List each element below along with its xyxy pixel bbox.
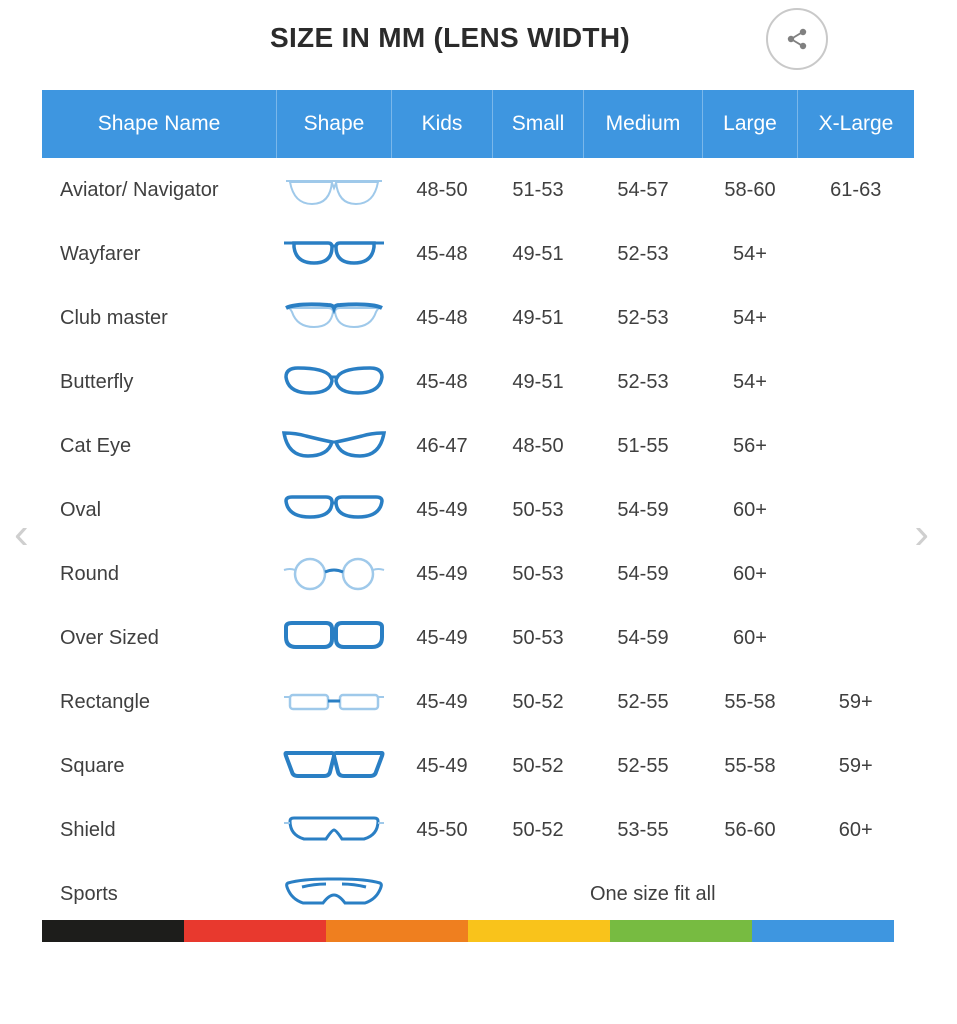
- row-large: 56+: [733, 434, 767, 457]
- row-kids: 45-49: [416, 562, 468, 585]
- table-header: [42, 90, 914, 158]
- table-row: [42, 222, 914, 286]
- table-row: [42, 862, 914, 926]
- row-kids: 45-48: [416, 306, 468, 329]
- share-button[interactable]: [766, 8, 828, 70]
- row-medium: 52-55: [617, 690, 669, 713]
- row-large: 55-58: [724, 690, 776, 713]
- row-kids: 45-48: [416, 242, 468, 265]
- row-large: 60+: [733, 498, 767, 521]
- oversized-glasses-icon: [277, 606, 392, 670]
- row-kids: 45-50: [416, 818, 468, 841]
- row-xlarge: 59+: [838, 690, 873, 713]
- row-shape-name: Cat Eye: [60, 434, 132, 457]
- oval-glasses-icon: [277, 478, 392, 542]
- row-large: 60+: [733, 562, 767, 585]
- row-large: 58-60: [724, 178, 776, 201]
- row-medium: 52-53: [617, 306, 669, 329]
- size-table: [42, 90, 914, 926]
- row-kids: 46-47: [416, 434, 468, 457]
- row-small: 50-53: [512, 562, 564, 585]
- clubmaster-glasses-icon: [277, 286, 392, 350]
- round-glasses-icon: [277, 542, 392, 606]
- row-medium: 52-55: [617, 754, 669, 777]
- row-small: 50-53: [512, 498, 564, 521]
- row-xlarge: [798, 350, 915, 414]
- row-large: 54+: [733, 242, 767, 265]
- row-kids: 45-49: [416, 690, 468, 713]
- row-xlarge: [798, 286, 915, 350]
- table-header-row: [42, 90, 914, 158]
- row-shape-name: Shield: [60, 818, 116, 841]
- share-icon: [784, 26, 810, 52]
- header-large: Large: [703, 90, 798, 158]
- header-medium: Medium: [584, 90, 703, 158]
- row-xlarge: 60+: [838, 818, 873, 841]
- row-medium: 54-57: [617, 178, 669, 201]
- row-small: 50-52: [512, 818, 564, 841]
- wayfarer-glasses-icon: [277, 222, 392, 286]
- sports-glasses-icon: [277, 862, 392, 926]
- color-bar: [42, 920, 894, 942]
- row-shape-name: Club master: [60, 306, 168, 329]
- row-medium: 51-55: [617, 434, 669, 457]
- row-shape-name: Oval: [60, 498, 102, 521]
- row-xlarge: [798, 542, 915, 606]
- row-medium: 52-53: [617, 242, 669, 265]
- butterfly-glasses-icon: [277, 350, 392, 414]
- row-medium: 54-59: [617, 626, 669, 649]
- row-xlarge: [798, 222, 915, 286]
- row-small: 50-52: [512, 690, 564, 713]
- row-shape-name: Rectangle: [60, 690, 151, 713]
- table-row: [42, 606, 914, 670]
- row-shape-name: Round: [60, 562, 119, 585]
- table-row: [42, 734, 914, 798]
- header-shape: Shape: [277, 90, 392, 158]
- row-kids: 45-49: [416, 498, 468, 521]
- row-xlarge: 59+: [838, 754, 873, 777]
- next-arrow[interactable]: ›: [914, 509, 929, 558]
- color-swatch-blue: [752, 920, 894, 942]
- row-shape-name: Sports: [60, 882, 118, 905]
- row-medium: 54-59: [617, 562, 669, 585]
- row-shape-name: Wayfarer: [60, 242, 141, 265]
- row-kids: 45-49: [416, 754, 468, 777]
- table-body: [42, 158, 914, 926]
- row-kids: 45-48: [416, 370, 468, 393]
- row-shape-name: Aviator/ Navigator: [60, 178, 219, 201]
- table-row: [42, 350, 914, 414]
- one-size-text: One size fit all: [589, 882, 716, 905]
- row-xlarge: [798, 478, 915, 542]
- header-xlarge: X-Large: [798, 90, 915, 158]
- row-medium: 54-59: [617, 498, 669, 521]
- table-row: [42, 286, 914, 350]
- table-row: [42, 478, 914, 542]
- row-shape-name: Butterfly: [60, 370, 134, 393]
- row-small: 49-51: [512, 306, 564, 329]
- previous-arrow[interactable]: ‹: [14, 509, 29, 558]
- row-small: 50-53: [512, 626, 564, 649]
- header-small: Small: [493, 90, 584, 158]
- color-swatch-black: [42, 920, 184, 942]
- row-large: 60+: [733, 626, 767, 649]
- color-swatch-green: [610, 920, 752, 942]
- table-row: [42, 670, 914, 734]
- row-medium: 53-55: [617, 818, 669, 841]
- row-large: 54+: [733, 306, 767, 329]
- row-large: 55-58: [724, 754, 776, 777]
- rectangle-glasses-icon: [277, 670, 392, 734]
- row-large: 56-60: [724, 818, 776, 841]
- row-xlarge: [798, 414, 915, 478]
- cateye-glasses-icon: [277, 414, 392, 478]
- row-xlarge: [798, 606, 915, 670]
- row-medium: 52-53: [617, 370, 669, 393]
- table-row: [42, 542, 914, 606]
- header-shape-name: Shape Name: [42, 90, 277, 158]
- row-small: 51-53: [512, 178, 564, 201]
- row-small: 50-52: [512, 754, 564, 777]
- row-small: 49-51: [512, 242, 564, 265]
- table-row: [42, 798, 914, 862]
- color-swatch-red: [184, 920, 326, 942]
- row-shape-name: Square: [60, 754, 125, 777]
- row-large: 54+: [733, 370, 767, 393]
- row-kids: 48-50: [416, 178, 468, 201]
- row-small: 49-51: [512, 370, 564, 393]
- header-kids: Kids: [392, 90, 493, 158]
- shield-glasses-icon: [277, 798, 392, 862]
- row-xlarge: 61-63: [830, 178, 882, 201]
- table-row: [42, 414, 914, 478]
- aviator-glasses-icon: [277, 158, 392, 222]
- table-row: [42, 158, 914, 222]
- row-kids: 45-49: [416, 626, 468, 649]
- color-swatch-orange: [326, 920, 468, 942]
- square-glasses-icon: [277, 734, 392, 798]
- row-shape-name: Over Sized: [60, 626, 159, 649]
- color-swatch-yellow: [468, 920, 610, 942]
- page-title: SIZE IN MM (LENS WIDTH): [270, 22, 630, 53]
- row-small: 48-50: [512, 434, 564, 457]
